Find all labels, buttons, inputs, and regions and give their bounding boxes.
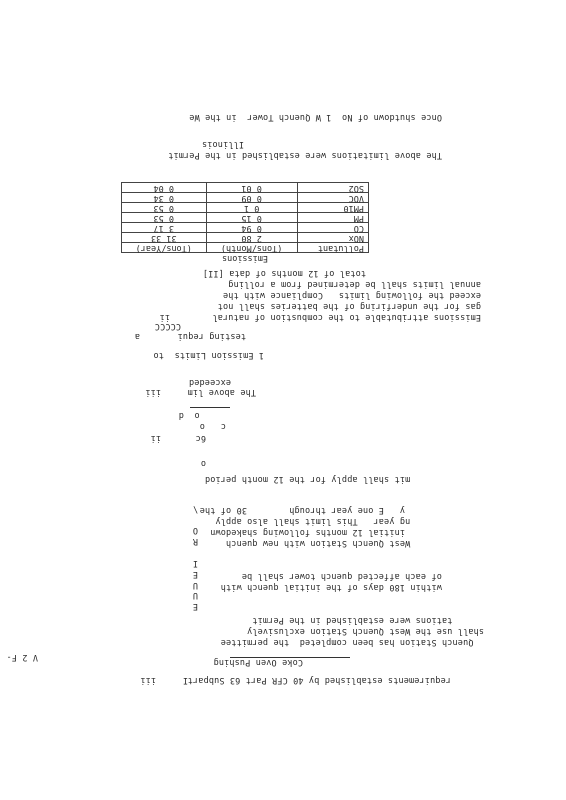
tons-year-cell: 3 17: [122, 223, 207, 233]
section-b-line: within 180 days of the initial quench with: [220, 582, 484, 592]
table-row: [122, 203, 369, 213]
margin-letter: \: [192, 504, 198, 514]
margin-letter: R: [192, 536, 198, 546]
section-marker: V 2 F-: [6, 652, 38, 662]
section-b-line: mit shall apply for the 12 month period: [204, 474, 484, 484]
header-tons-year: (Tons/Year): [122, 243, 207, 253]
header-pollutant: Pollutant: [297, 243, 368, 253]
table-caption: Emissions: [122, 253, 369, 263]
section-c-line: o d: [178, 410, 226, 420]
margin-letter: I: [192, 558, 198, 568]
table-row: [122, 213, 369, 223]
emissions-para-line: annual limits shall be determined from a rolling: [228, 279, 481, 289]
section-b-line: initial 12 months following shakedown: [210, 527, 484, 537]
tons-month-cell: 0 15: [206, 213, 297, 223]
section-c-line: 6c: [195, 433, 206, 443]
margin-letter: U: [192, 590, 198, 600]
emissions-para-line: Emissions attributable to the combustion of natural: [212, 312, 481, 322]
emissions-para-line: total of 12 months of data [II]: [202, 268, 366, 278]
tons-year-cell: 0 34: [122, 193, 207, 203]
tons-month-cell: 0 01: [206, 183, 297, 193]
tons-month-cell: 0 09: [206, 193, 297, 203]
margin-letter: U: [192, 580, 198, 590]
section-b-line: Quench Station has been completed the permittee: [220, 637, 484, 647]
table-row: [122, 193, 369, 203]
section-b-line: ng year This limit shall also apply: [215, 516, 484, 526]
pollutant-cell: PM10: [297, 203, 368, 213]
emissions-table: [121, 182, 369, 262]
roman-numeral-ii: ii: [159, 312, 170, 322]
testing-marker: a: [134, 331, 140, 341]
margin-letter: E: [192, 569, 198, 579]
above-limit-line: The above lim: [187, 387, 256, 397]
limitations-established-line: The above limitations were established in the Permit: [168, 150, 442, 160]
testing-requirements-label: testing requi: [177, 331, 246, 341]
section-c-line: o: [200, 458, 206, 468]
emissions-para-line: exceed the following limits Compliance with the: [222, 290, 481, 300]
table-header-row: [122, 243, 369, 253]
pollutant-cell: VOC: [297, 193, 368, 203]
table-row: [122, 183, 369, 193]
tons-year-cell: 31 33: [122, 233, 207, 243]
table-row: [122, 223, 369, 233]
section-b-line: tations were established in the Permit: [252, 615, 484, 625]
exceeded-line: exceeded: [188, 377, 231, 387]
section-b-line: shall use the West Quench Station exclusively: [246, 626, 484, 636]
section-b-line: West Quench Station with new quench: [225, 538, 484, 548]
pollutant-cell: NOx: [297, 233, 368, 243]
pollutant-cell: SO2: [297, 183, 368, 193]
emission-limits-heading: 1 Emission Limits to: [153, 350, 264, 360]
illinois-line: Illinois: [201, 139, 244, 149]
pollutant-cell: CO: [297, 223, 368, 233]
roman-numeral-ii: ii: [150, 433, 161, 443]
subpart-requirements-line: requirements established by 40 CFR Part 63 Subpart: [187, 675, 451, 685]
margin-letter: O: [192, 525, 198, 535]
emissions-para-line: gas for the underfiring of the batteries shall not: [217, 301, 481, 311]
section-b-line: of each affected quench tower shall be: [241, 571, 484, 581]
shutdown-line: Once shutdown of No 1 W Quench Tower in the We: [189, 112, 442, 122]
tons-year-cell: 0 53: [122, 203, 207, 213]
tons-month-cell: 2 80: [206, 233, 297, 243]
ccccc-mark: CCCCC: [154, 321, 181, 331]
margin-letter: E: [192, 601, 198, 611]
header-tons-month: (Tons/Month): [206, 243, 297, 253]
roman-numeral-iii: iii: [140, 675, 156, 685]
coke-oven-pushing-heading: Coke Oven Pushing: [213, 657, 303, 667]
roman-mark: I: [182, 675, 188, 685]
roman-numeral-iii: iii: [145, 387, 161, 397]
tons-year-cell: 0 04: [122, 183, 207, 193]
tons-year-cell: 0 53: [122, 213, 207, 223]
pollutant-cell: PM: [297, 213, 368, 223]
section-c-line: c o: [199, 421, 226, 431]
table-row: [122, 233, 369, 243]
underline-rule: [230, 657, 350, 658]
underline-rule: [190, 407, 230, 408]
tons-month-cell: 0 94: [206, 223, 297, 233]
tons-month-cell: 0 1: [206, 203, 297, 213]
section-b-line: y E one year through 30 of the: [199, 505, 484, 515]
